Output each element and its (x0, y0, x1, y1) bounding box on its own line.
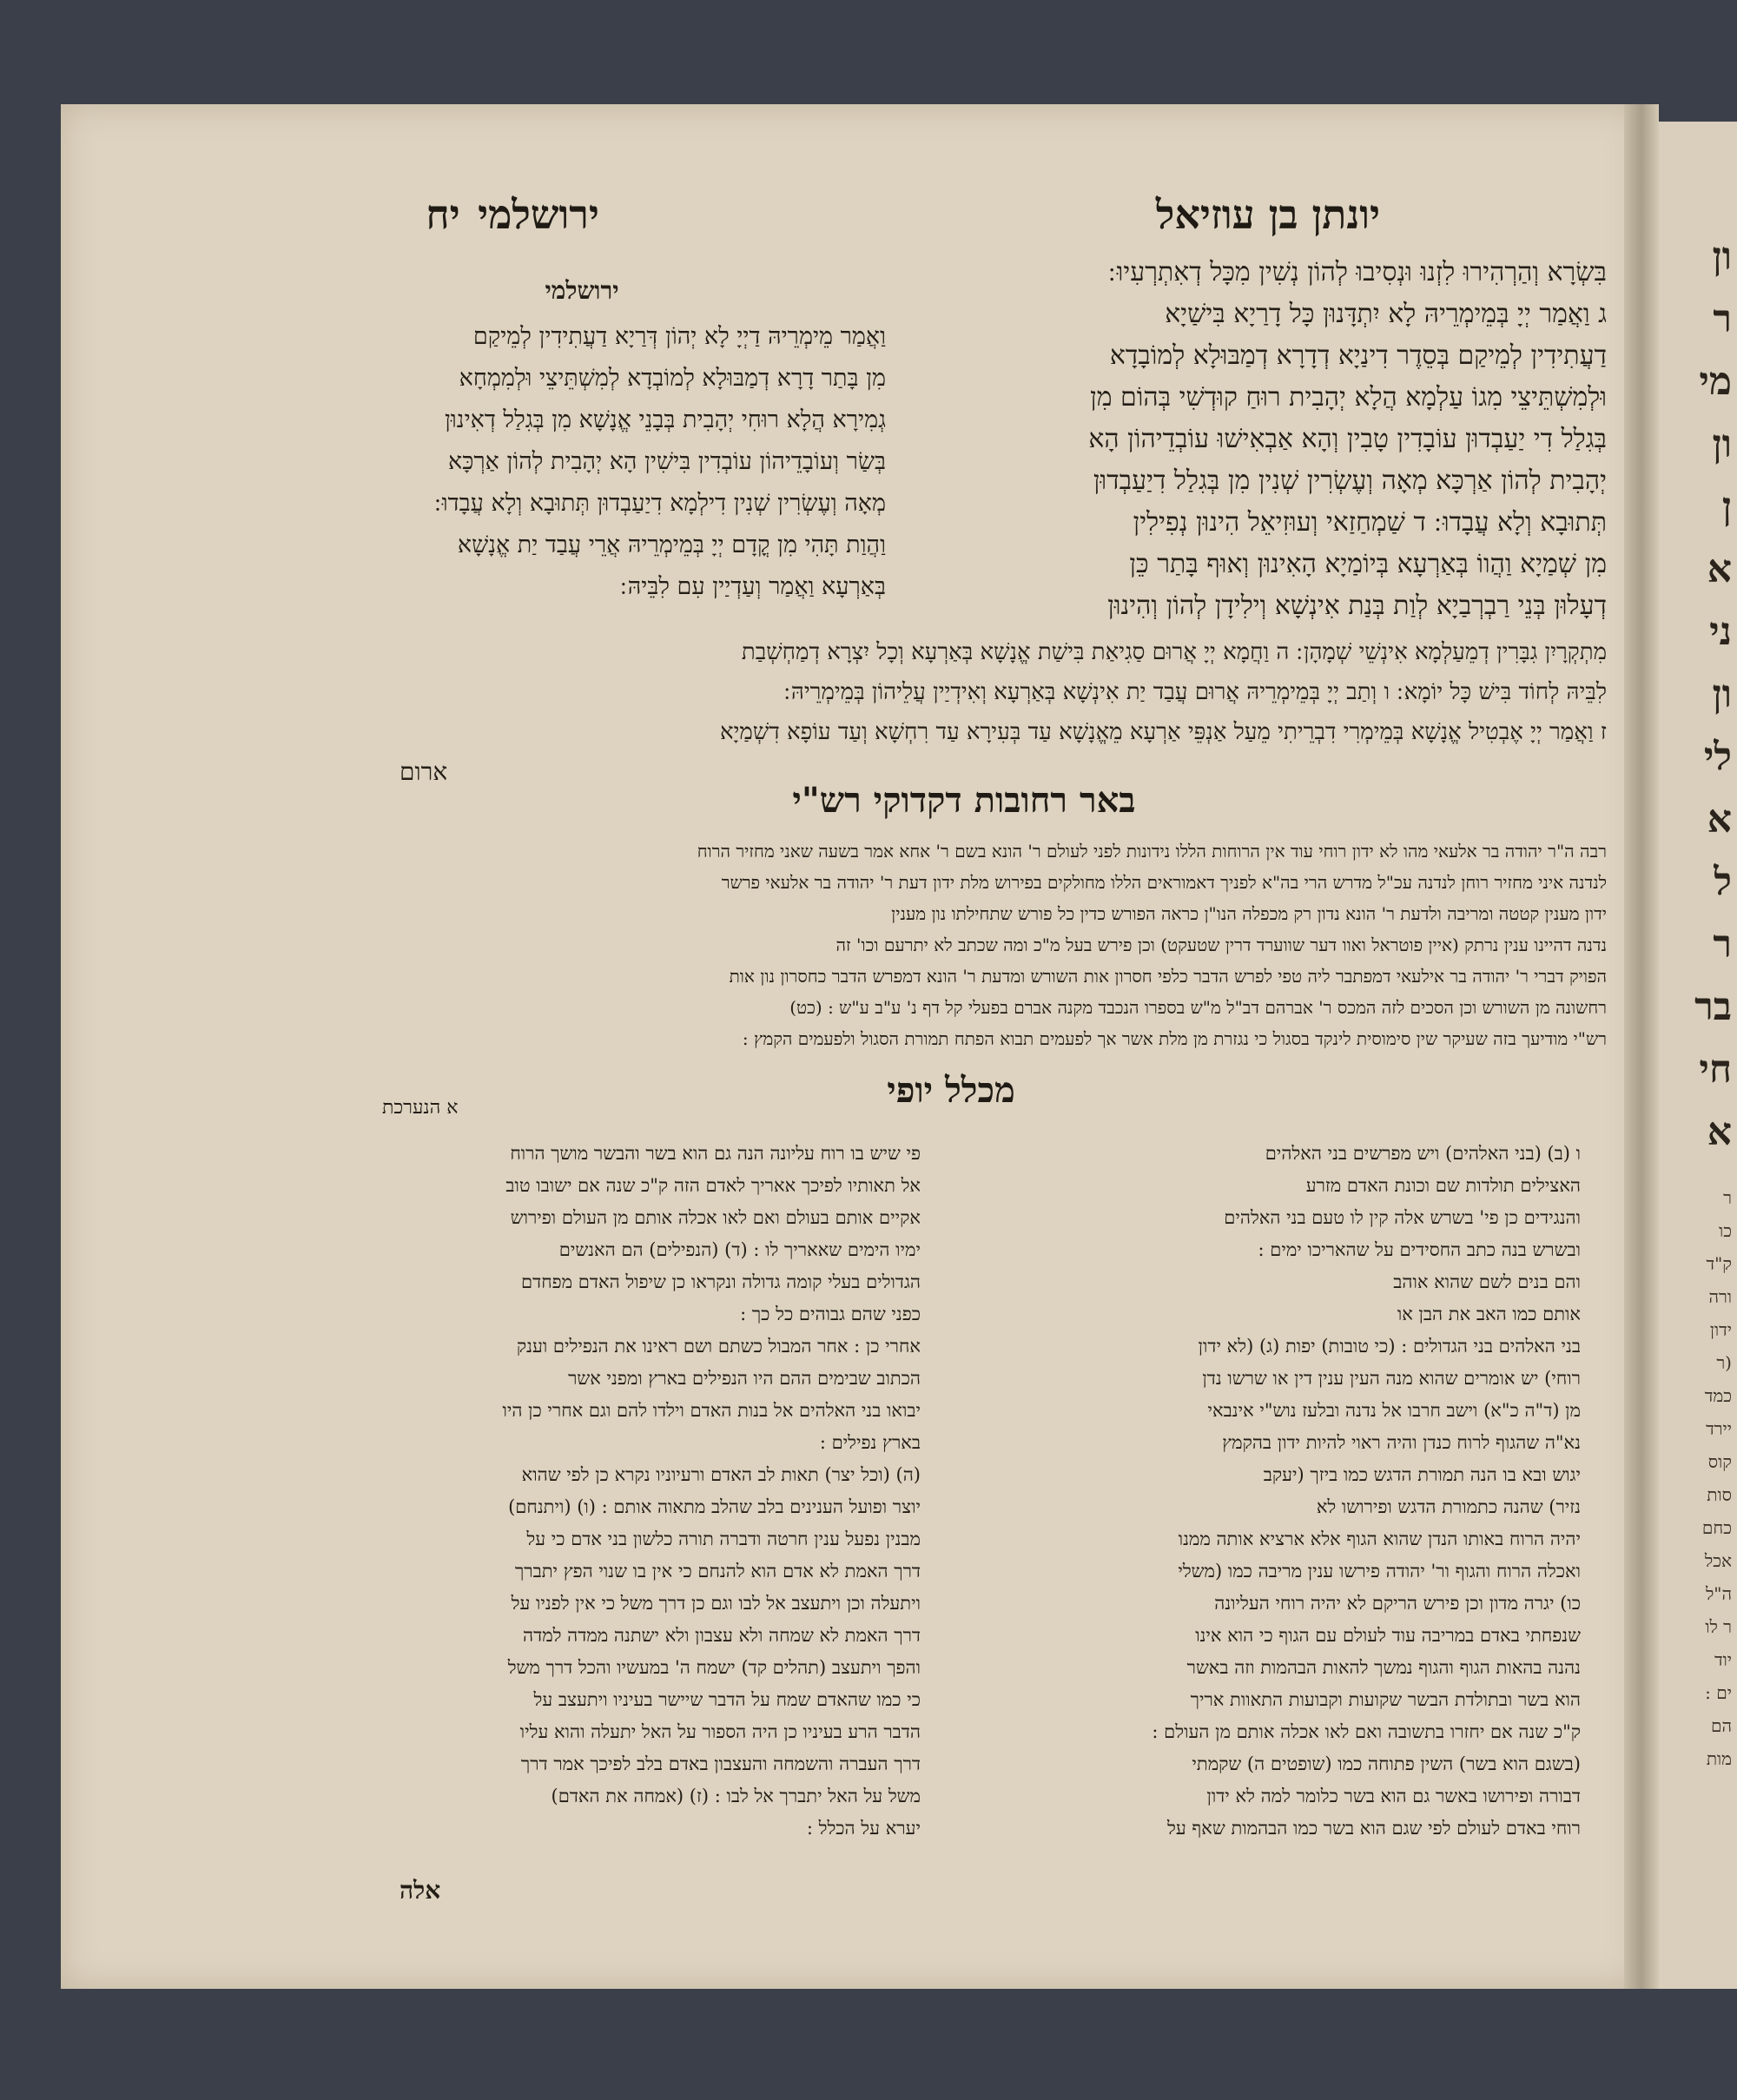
full-width-line: מִתְקְרָיִן גִבָּרִין דְמֵעַלְמָא אִינְשֵׁי שְׁמָהָן ׃ ה וַחֲמָא יְיָ אֲרוּם סַגִיאַת בִּישַׁת אֱנָשָׁא בְּאַרְעָא וְכָל יִצְרָא דְמַחְשְׁבַת (741, 639, 1607, 665)
beer-line: ידון מענין קטטה ומריבה ולדעת ר' הונא נדון רק מכפלה הנו"ן כראה הפורש כדין כל פורש שתחילתו נון מענין (891, 903, 1607, 924)
jonathan-line: יְהָבִית לְהוֹן אַרְכָּא מְאָה וְעֶשְׂרִין שְׁנִין מִן בְּגִלַל דִיַעַבְדוּן (1093, 466, 1607, 496)
adjacent-page-large-line: א (1707, 547, 1732, 591)
adjacent-page-large-line: מי (1699, 360, 1732, 404)
adjacent-page-large-line: א (1707, 797, 1732, 842)
mikhlal-left-line: דרך האמת לא אדם הוא להנחם כי אין בו שנוי הפץ יתברך (514, 1561, 921, 1582)
mikhlal-right-line: רוחי) יש אומרים שהוא מנה העין ענין דין או שרשו נדן (1202, 1368, 1581, 1389)
mikhlal-right-line: ק"כ שנה אם יחזרו בתשובה ואם לאו אכלה אותם מן העולם : (1152, 1721, 1581, 1742)
adjacent-page-large-line: ון (1712, 672, 1732, 717)
adjacent-page-small-line: כו (1719, 1220, 1732, 1241)
full-width-line: לִבֵּיהּ לְחוֹד בִּישׁ כָּל יוֹמָא ׃ ו וְתַב יְיָ בְּמֵימְרֵיהּ אֲרוּם עֲבַד יַת אִינְשָׁא בְּאַרְעָא וְאִידְיַין עֲלֵיהוֹן בְּמֵימְרֵיהּ ׃ (783, 679, 1607, 705)
jonathan-line: מִן שְׁמַיָא וַהֲווֹ בְּאַרְעָא בְּיוֹמַיָא הָאִינוּן וְאוּף בָּתַר כֵּן (1129, 549, 1607, 579)
beer-line: רבה ה"ר יהודה בר אלעאי מהו לא ידון רוחי עוד אין הרוחות הללו נידונות לפני לעולם ר' הונא בשם ר' אחא אמר בשעה שאני מחזיר הרוח (697, 841, 1607, 862)
adjacent-page-small-line: אכל (1704, 1550, 1732, 1571)
catchword-top: ארום (400, 757, 448, 786)
mikhlal-left-line: הגדולים בעלי קומה גדולה ונקראו כן שיפול האדם מפחדם (521, 1271, 921, 1292)
yerushalmi-line: וַאֲמַר מֵימְרֵיהּ דַיְיָ לָא יְהוֹן דְּרַיָא דַעֲתִידִין לְמֵיקַם (472, 323, 886, 350)
adjacent-page-large-line: ן (1721, 485, 1732, 529)
mikhlal-left-line: משל על האל יתברך אל לבו : (ז) (אמחה את האדם) (551, 1786, 921, 1806)
mikhlal-left-line: כפני שהם גבוהים כל כך : (740, 1304, 921, 1324)
adjacent-page-small-line: ה"ל (1705, 1583, 1732, 1604)
mikhlal-left-line: בארץ נפילים : (819, 1432, 921, 1453)
mikhlal-left-line: כי כמו שהאדם שמח על הדבר שיישר בעיניו ויתעצב על (533, 1689, 921, 1710)
beer-section-text (278, 835, 1607, 1054)
mikhlal-left-line: ויתעלה וכן ויתעצב אל לבו וגם כן דרך משל כי אין לפניו על (511, 1593, 921, 1614)
mikhlal-right-line: והנגידים כן פי' בשרש אלה קין לו טעם בני האלהים (1224, 1207, 1581, 1228)
yerushalmi-line: וַהֲוַת תָּהִי מִן קֳדָם יְיָ בְּמֵימְרֵיהּ אֲרֵי עֲבַד יַת אֱנָשָׁא (457, 532, 886, 558)
catchword-bottom: אלה (400, 1876, 441, 1905)
mikhlal-right-line: מן (ד"ה כ"א) וישב חרבו אל נדנה ובלעז נוש"י אינבאי (1207, 1400, 1581, 1421)
jonathan-line: בִּשְׂרָא וְהַרְהִירוּ לִזְנוּ וּנְסִיבוּ לְהוֹן נְשִׁין מִכָּל דְאִתְרְעִיוּ ׃ (1108, 257, 1607, 287)
yerushalmi-column (278, 276, 886, 608)
jonathan-line: ג וַאֲמַר יְיָ בְּמֵימְרֵיהּ לָא יִתְדָּנוּן כָּל דָרַיָא בִּישַׁיָא (1165, 299, 1607, 329)
mikhlal-left-line: יוצר ופועל הענינים בלב שהלב מתאוה אותם : (ו) (ויתנחם) (508, 1496, 921, 1517)
mikhlal-left-line: פי שיש בו רוח עליונה הנה גם הוא בשר והבשר מושך הרוח (510, 1143, 921, 1164)
mikhlal-right-line: רוחי באדם לעולם לפי שגם הוא בשר כמו הבהמות שאף על (1167, 1818, 1581, 1839)
mikhlal-left-line: אל תאותיו לפיכך אאריך לאדם הזה ק"כ שנה אם ישובו טוב (505, 1175, 921, 1196)
adjacent-page-large-line: ני (1709, 610, 1732, 654)
adjacent-page-small-line: מות (1706, 1748, 1732, 1769)
yerushalmi-line: מְאָה וְעֶשְׂרִין שְׁנִין דִילְמָא דִיַעַבְדוּן תְּתוּבָא וְלָא עֲבָדוּ ׃ (434, 490, 886, 517)
adjacent-page-small-line: ר (1723, 1187, 1732, 1208)
adjacent-page-small-line: הם (1711, 1715, 1732, 1736)
mikhlal-right-line: כו) יגרה מדון וכן פירש הריקם לא יהיה רוחי העליונה (1214, 1593, 1581, 1614)
mikhlal-right-line: יהיה הרוח באותו הנדן שהוא הגוף אלא ארציא אותה ממנו (1178, 1529, 1581, 1549)
mikhlal-left-line: והפך ויתעצב (תהלים קד) ישמח ה' במעשיו והכל דרך משל (507, 1657, 921, 1678)
mikhlal-right-line: ואכלה הרוח והגוף ור' יהודה פירשו ענין מריבה כמו (משלי (1178, 1561, 1581, 1582)
adjacent-page-large-text (1659, 226, 1737, 1164)
adjacent-page-large-line: ר (1713, 922, 1732, 967)
mikhlal-right-line: והם בנים לשם שהוא אוהב (1393, 1271, 1581, 1292)
adjacent-page-large-line: א (1707, 1110, 1732, 1154)
adjacent-page-small-line: (ר (1716, 1352, 1732, 1373)
mikhlal-left-line: דרך האמת לא שמחה ולא עצבון ולא ישתנה ממדה למדה (523, 1625, 921, 1646)
yerushalmi-lines (278, 316, 886, 608)
beer-line: רחשונה מן השורש וכן הסכים לזה המכס ר' אברהם דב"ל מ"ש בספרו הנכבד מקנה אברם בפעלי קל דף נ' ע"ב ע"ש : (כט) (789, 997, 1607, 1018)
mikhlal-left-column (278, 1138, 921, 1845)
yerushalmi-line: בְּאַרְעָא וַאֲמַר וְעַדְיַין עִם לִבֵּיהּ ׃ (620, 573, 886, 600)
adjacent-page-small-line: קוס (1707, 1451, 1732, 1472)
full-width-line: ז וַאֲמַר יְיָ אֶבְטִיל אֱנָשָׁא בְּמֵימְרִי דִבְרֵיתִי מֵעַל אַנְפֵּי אַרְעָא מֵאֱנָשָׁא עַד בְּעִירָא עַד רִחְשָׁא וְעַד עוֹפָא דִשְׁמַיָא (720, 719, 1607, 745)
yerushalmi-subtitle: ירושלמי (545, 276, 619, 305)
mikhlal-right-line: ו (ב) (בני האלהים) ויש מפרשים בני האלהים (1265, 1143, 1581, 1164)
beer-line: רש"י מודיעך בזה שעיקר שין סימוסית לינקד בסגול כי נגזרת מן מלת אשר אך לפעמים תבוא הפתח תמורת הסגול ולפעמים הקמץ : (742, 1028, 1607, 1049)
adjacent-page-small-line: ק"ד (1706, 1253, 1732, 1274)
adjacent-page-small-line: יירד (1706, 1418, 1732, 1439)
jonathan-line: דְעָלוּן בְּנֵי רַבְרְבַיָא לְוַת בְּנַת אִינְשָׁא וְילִידָן לְהוֹן וְהִינוּן (1107, 591, 1607, 621)
adjacent-page-large-line: ון (1712, 234, 1732, 279)
jonathan-column (929, 252, 1607, 627)
adjacent-page-large-line: חי (1699, 1047, 1732, 1092)
adjacent-page-small-line: סות (1707, 1484, 1732, 1505)
mikhlal-left-line: אקיים אותם בעולם ואם לאו אכלה אותם מן העולם ופירוש (510, 1207, 921, 1228)
mikhlal-right-line: (בשגם הוא בשר) השין פתוחה כמו (שופטים ה) שקמתי (1192, 1753, 1581, 1774)
mikhlal-right-line: אותם כמו האב את הבן או (1397, 1304, 1581, 1324)
beer-section-title: באר רחובות דקדוקי רש"י (792, 780, 1136, 821)
mikhlal-section-title: מכלל יופי (887, 1070, 1015, 1111)
jonathan-line: תְּתוּבָא וְלָא עֲבָדוּ ׃ ד שַׁמְחַזַאי וְעוּזִיאֵל הִינוּן נְפִילִין (1133, 507, 1607, 538)
adjacent-page-small-line: יוד (1714, 1649, 1732, 1670)
mikhlal-right-line: דבורה ופירושו באשר גם הוא בשר כלומר למה לא ידון (1206, 1786, 1581, 1806)
adjacent-page-small-line: כחם (1701, 1517, 1732, 1538)
mikhlal-left-line: אחרי כן : אחר המבול כשתם ושם ראינו את הנפילים וענק (516, 1336, 921, 1357)
page-number: יח (426, 191, 460, 238)
mikhlal-left-line: הדבר הרע בעיניו כן היה הספור על האל יתעלה והוא עליו (519, 1721, 921, 1742)
jonathan-line: וּלְמִשְׁתֵּיצֵי מִגוֹ עַלְמָא הֲלָא יְהָבִית רוּחַ קוּדְשִׁי בְּהוֹם מִן (1090, 382, 1607, 413)
yerushalmi-line: בְּשַׂר וְעוֹבָדֵיהוֹן עוֹבְדִין בִּישִׁין הָא יְהָבִית לְהוֹן אַרְכָּא (448, 448, 886, 475)
mikhlal-right-line: נא"ה שהגוף לרוח כנדן והיה ראוי להיות ידון בהקמץ (1222, 1432, 1581, 1453)
adjacent-page-large-line: לי (1703, 735, 1732, 779)
adjacent-page-large-line: ר (1713, 297, 1732, 341)
beer-line: לנדנה איני מחזיר רוחן לנדנה עכ"ל מדרש הרי בה"א לפניך דאמוראים הללו מחולקים בפירוש מלת ידון דעת ר' יהודה בר אלעאי פרשר (721, 872, 1607, 893)
header-right-title: יונתן בן עוזיאל (1155, 191, 1381, 238)
book-gutter (1624, 104, 1659, 1989)
beer-line: נדנה דהיינו ענין נרתק (איין פוטראל ואוו דער שווערד דרין שטעקט) וכן פירש בעל מ"כ ומה שכתב לא יתרעם וכו' זה (835, 934, 1607, 955)
mikhlal-left-line: (ה) (וכל יצר) תאות לב האדם ורעיוניו נקרא כן לפי שהוא (521, 1464, 921, 1485)
mikhlal-left-line: דרך העברה והשמחה והעצבון באדם בלב לפיכך אמר דרך (520, 1753, 921, 1774)
yerushalmi-line: גְמִירָא הֲלָא רוּחִי יְהָבִית בְּבָנֵי אֱנָשָׁא מִן בְּגִלַל דְאִינוּן (445, 406, 886, 433)
adjacent-page-large-line: בר (1694, 985, 1732, 1029)
adjacent-page-small-line: ים : (1705, 1682, 1732, 1703)
mikhlal-right-line: נהנה בהאות הגוף והגוף נמשך להאות הבהמות וזה באשר (1186, 1657, 1581, 1678)
jonathan-line: בְּגִלַל דִי יַעַבְדוּן עוֹבָדִין טָבִין וְהָא אַבְאִישׁוּ עוֹבְדֵיהוֹן הָא (1088, 424, 1607, 454)
mikhlal-right-line: הוא בשר ובתולדת הבשר שקועות וקבועות התאוות אריך (1190, 1689, 1581, 1710)
adjacent-page-large-line: ון (1712, 422, 1732, 466)
beer-line: הפויק דברי ר' יהודה בר אילעאי דמפתבר ליה טפי לפרש הדבר כלפי חסרון אות השורש ומדעת ר' הונא דמפרש הדבר כחסרון נון אות (729, 966, 1607, 987)
adjacent-page-large-line: ל (1714, 860, 1732, 904)
yerushalmi-line: מִן בָּתַר דָרָא דְמַבּוּלָא לְמוֹבְדָא לְמִשְׁתֵּיצֵי וּלְמִמְחָא (459, 365, 886, 392)
header-left-title: ירושלמי (478, 191, 599, 238)
adjacent-page-edge (1659, 122, 1737, 1989)
mikhlal-right-column (938, 1138, 1581, 1845)
mikhlal-right-line: יגוש ובא בו הנה תמורת הדגש כמו ביזך (יעקב (1263, 1464, 1581, 1485)
mikhlal-left-line: יבואו בני האלהים אל בנות האדם וילדו להם וגם אחרי כן היו (502, 1400, 921, 1421)
mikhlal-right-line: האצילים תולדות שם וכונת האדם מזרע (1305, 1175, 1581, 1196)
mikhlal-left-line: ימיו הימים שאאריך לו : (ד) (הנפילים) הם האנשים (558, 1239, 921, 1260)
mikhlal-right-line: ובשרש בנה כתב החסידים על שהאריכו ימים : (1258, 1239, 1581, 1260)
mikhlal-left-line: יערא על הכלל : (806, 1818, 921, 1839)
mikhlal-left-line: הכתוב שבימים ההם היו הנפילים בארץ ומפני אשר (568, 1368, 921, 1389)
adjacent-page-small-line: ידון (1709, 1319, 1732, 1340)
beer-section-tail: א הנערכת (382, 1097, 459, 1119)
mikhlal-right-line: שנפחתי באדם במריבה עוד לעולם עם הגוף כי הוא אינו (1195, 1625, 1581, 1646)
full-width-text (278, 632, 1607, 752)
adjacent-page-small-line: ר לו (1705, 1616, 1732, 1637)
adjacent-page-small-text (1659, 1181, 1737, 1775)
mikhlal-right-line: בני האלהים בני הגדולים : (כי טובות) יפות (ג) (לא ידון (1198, 1336, 1581, 1357)
mikhlal-left-line: מבנין נפעל ענין חרטה ודברה תורה כלשון בני אדם כי על (526, 1529, 921, 1549)
jonathan-line: דַעֲתִידִין לְמֵיקַם בְּסֵדֶר דִינַיָא דְדָרָא דְמַבּוּלָא לְמוֹבָדָא (1109, 340, 1607, 371)
mikhlal-right-line: נזיר) שהנה כתמורת הדגש ופירושו לא (1316, 1496, 1581, 1517)
adjacent-page-small-line: כמד (1704, 1385, 1732, 1406)
adjacent-page-small-line: ורה (1708, 1286, 1732, 1307)
